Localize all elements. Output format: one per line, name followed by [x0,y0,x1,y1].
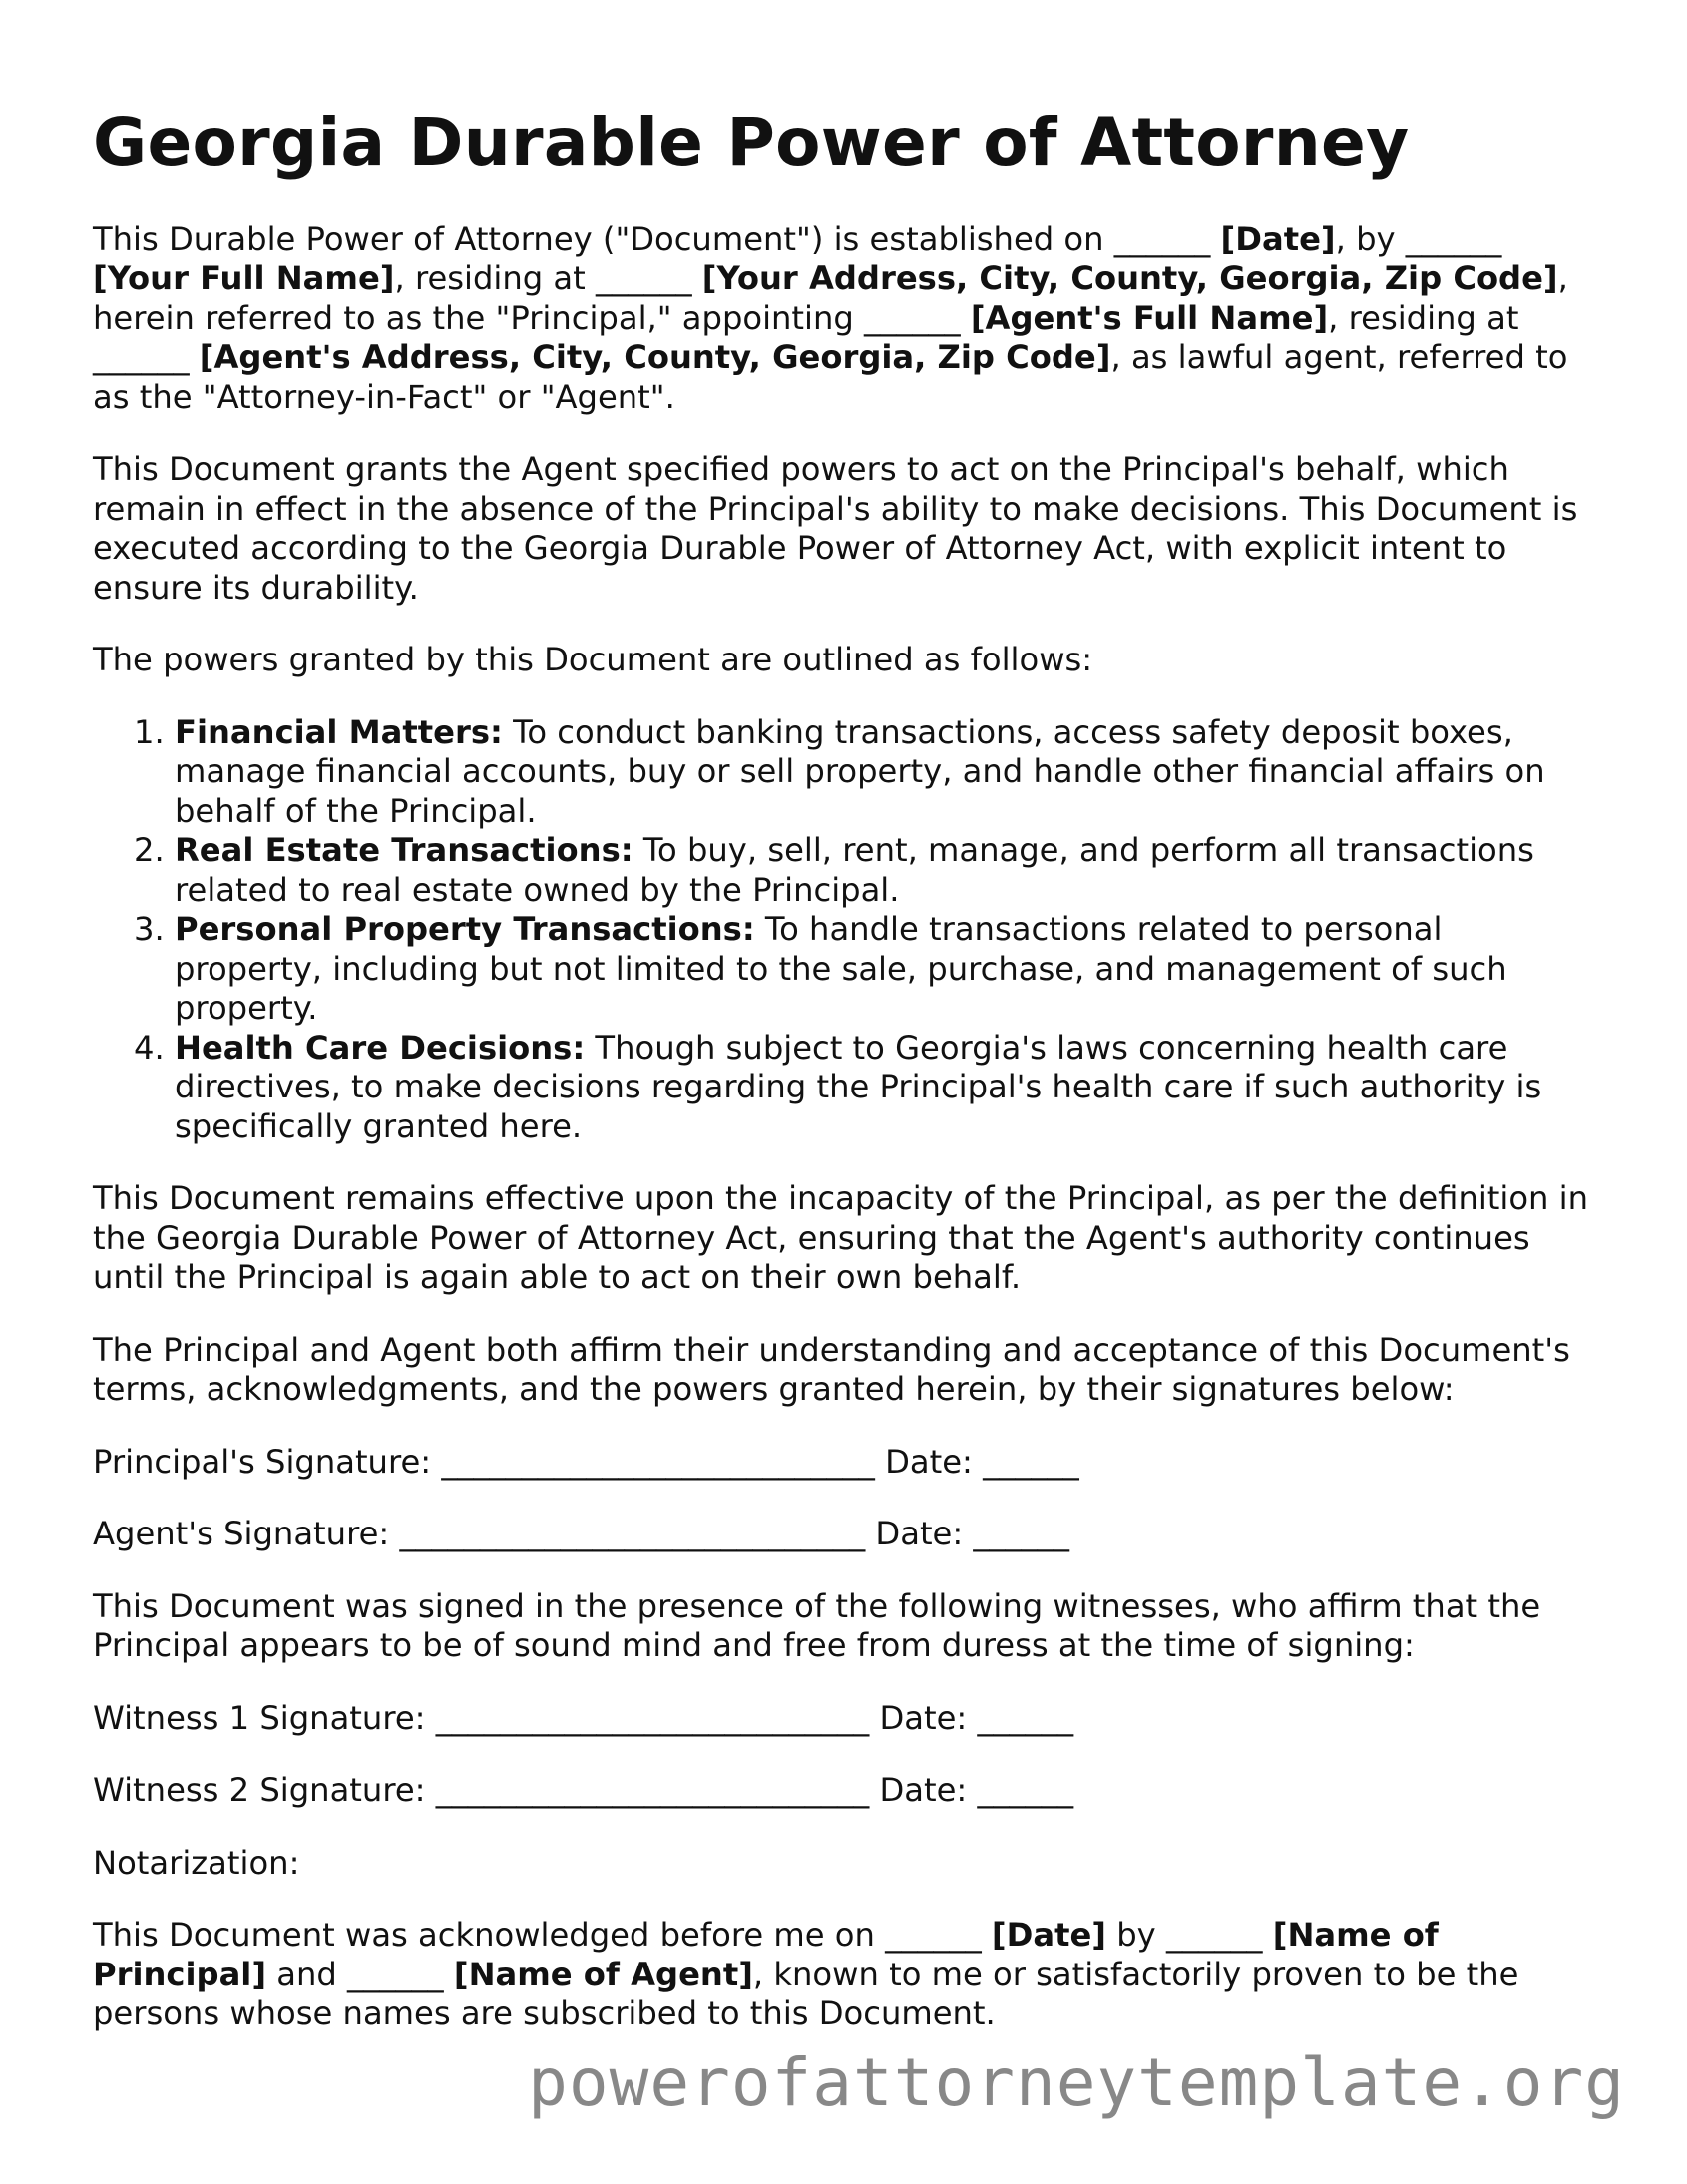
intro-text-3: , residing at ______ [394,259,702,298]
intro-text-6: , as lawful agent, referred to as the "Attorney-in-Fact" or "Agent". [93,338,1568,416]
notary-text-1: This Document was acknowledged before me on ______ [93,1916,992,1955]
notary-text-4: , known to me or satisfactorily proven to be the persons whose names are subscribed to this Document. [93,1955,1519,2033]
agent-name-placeholder: [Agent's Full Name] [970,298,1329,337]
power-label: Real Estate Transactions: [175,831,633,870]
effective-paragraph: This Document remains effective upon the incapacity of the Principal, as per the definition in the Georgia Durable Power of Attorney Act, ensuring that the Agent's authority continues until the Principal is again able to act on their own behalf. [93,1179,1589,1297]
document-page [93,105,1599,2067]
intro-text-4: , herein referred to as the "Principal," appointing ______ [93,259,1568,337]
watermark: powerofattorneytemplate.org [528,2044,1625,2121]
witness1-signature-line: Witness 1 Signature: ___________________________ Date: ______ [93,1698,1074,1737]
list-item [175,1029,1599,1147]
power-label: Financial Matters: [175,712,503,751]
power-text: To conduct banking transactions, access safety deposit boxes, manage financial accounts, buy or sell property, and handle other financial affairs on behalf of the Principal. [175,712,1545,830]
notary-agent-placeholder: [Name of Agent] [453,1955,753,1993]
power-text: To handle transactions related to personal property, including but not limited to the sale, purchase, and management of such property. [175,910,1507,1028]
document-title: Georgia Durable Power of Attorney [93,104,1410,181]
intro-paragraph [93,220,1599,418]
notary-paragraph [93,1916,1599,2034]
notary-date-placeholder: [Date] [991,1916,1106,1955]
power-text: Though subject to Georgia's laws concerning health care directives, to make decisions regarding the Principal's health care if such authority is specifically granted here. [175,1028,1542,1145]
agent-address-placeholder: [Agent's Address, City, County, Georgia, Zip Code] [199,338,1111,377]
principal-name-placeholder: [Your Full Name] [93,259,395,298]
power-text: To buy, sell, rent, manage, and perform all transactions related to real estate owned by the Principal. [175,831,1534,909]
list-item [175,713,1599,832]
powers-list [93,713,1599,1147]
power-label: Health Care Decisions: [175,1028,586,1067]
powers-intro: The powers granted by this Document are outlined as follows: [93,641,1093,679]
intro-text-2: , by ______ [1335,219,1502,258]
agent-signature-line: Agent's Signature: _____________________________ Date: ______ [93,1515,1069,1553]
witness-intro-paragraph: This Document was signed in the presence of the following witnesses, who affirm that the Principal appears to be of sound mind and free from duress at the time of signing: [93,1586,1541,1665]
intro-text-5: , residing at ______ [93,298,1519,377]
principal-address-placeholder: [Your Address, City, County, Georgia, Zip Code] [701,259,1558,298]
notary-text-2: by ______ [1106,1916,1273,1955]
power-label: Personal Property Transactions: [175,910,755,949]
list-item [175,910,1599,1029]
purpose-paragraph: This Document grants the Agent specified powers to act on the Principal's behalf, which remain in effect in the absence of the Principal's ability to make decisions. This Document is executed according to the Georgia Durable Power of Attorney Act, with explicit intent to ensure its durability. [93,450,1578,607]
affirm-paragraph: The Principal and Agent both affirm their understanding and acceptance of this Document's terms, acknowledgments, and the powers granted herein, by their signatures below: [93,1330,1570,1409]
witness2-signature-line: Witness 2 Signature: ___________________________ Date: ______ [93,1771,1074,1810]
list-item [175,831,1599,910]
date-placeholder: [Date] [1220,219,1336,258]
principal-signature-line: Principal's Signature: ___________________________ Date: ______ [93,1442,1079,1481]
notarization-label: Notarization: [93,1843,300,1882]
notary-principal-placeholder: [Name of Principal] [93,1916,1439,1993]
notary-text-3: and ______ [266,1955,454,1993]
intro-text-1: This Durable Power of Attorney ("Document") is established on ______ [93,219,1221,258]
